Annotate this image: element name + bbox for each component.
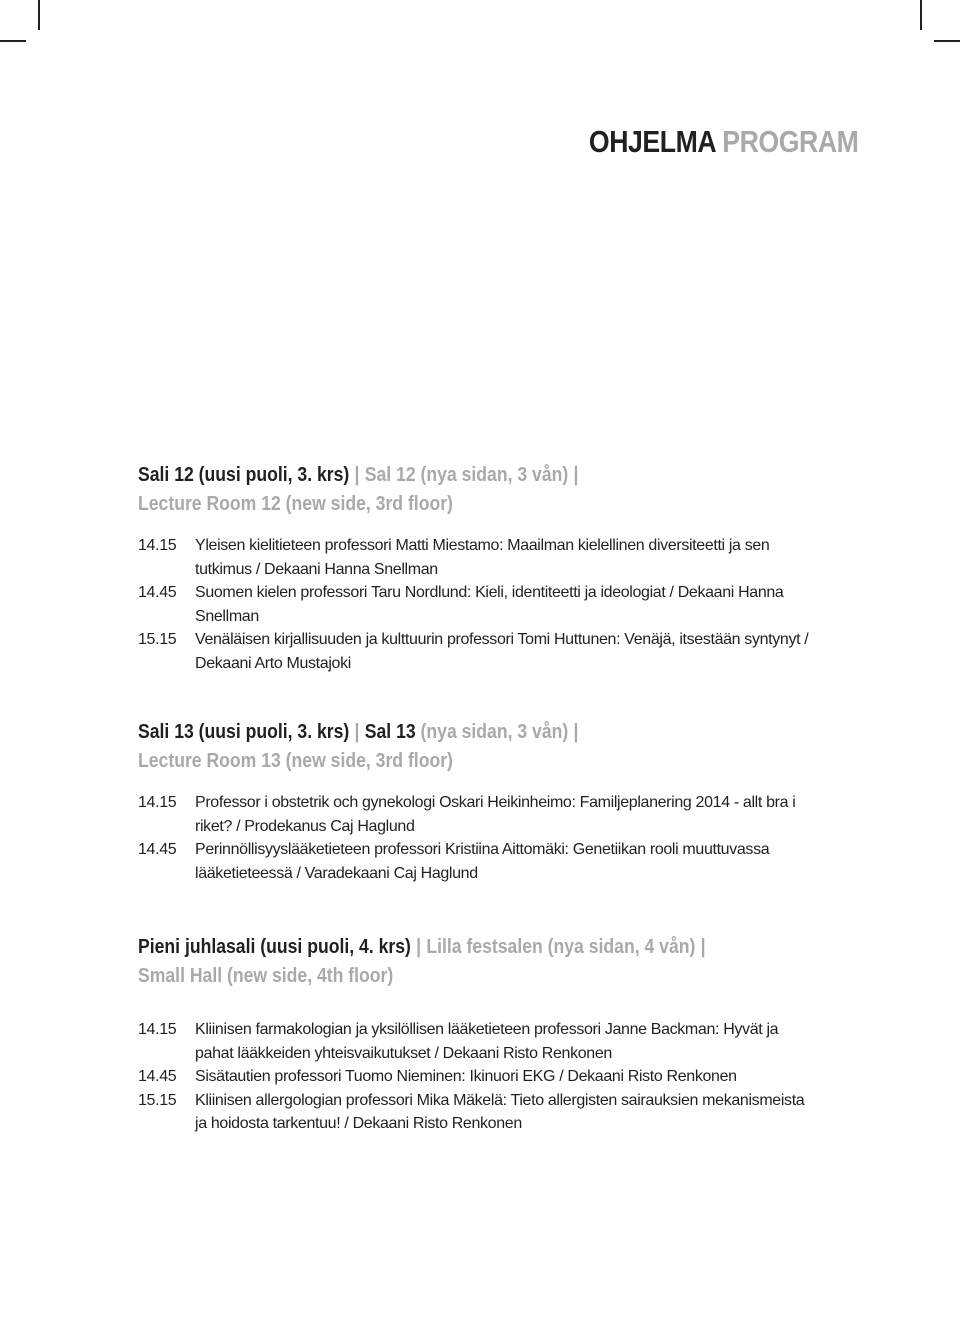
session-time: 14.45 [138, 584, 177, 601]
room-section-small-hall [138, 933, 838, 1136]
session-time: 15.15 [138, 1091, 177, 1109]
session-list [138, 534, 838, 675]
title-en: PROGRAM [721, 124, 858, 159]
session-item [138, 1089, 838, 1136]
room-heading [138, 933, 754, 962]
session-description: Yleisen kielitieteen professori Matti Miestamo: Maailman kielellinen diversiteetti ja sen tutkimus / Dekaani Hanna Snellman [195, 537, 770, 578]
room-name-en: Small Hall (new side, 4th floor) [138, 965, 394, 987]
title-fi: OHJELMA [588, 124, 715, 159]
session-item [138, 838, 838, 885]
crop-mark-top-right-h [934, 40, 960, 42]
session-list [138, 1018, 838, 1136]
room-heading-en [138, 490, 754, 519]
separator: | [416, 936, 422, 958]
room-name-en: Lecture Room 13 (new side, 3rd floor) [138, 750, 453, 772]
session-item [138, 581, 838, 628]
session-description: Perinnöllisyyslääketieteen professori Kristiina Aittomäki: Genetiikan rooli muuttuvassa lääketieteessä / Varadekaani Caj Haglund [195, 841, 770, 882]
separator: | [354, 464, 360, 486]
session-description: Kliinisen allergologian professori Mika Mäkelä: Tieto allergisten sairauksien mekanismeista ja hoidosta tarkentuu! / Dekaani Risto Renkonen [195, 1091, 805, 1132]
crop-mark-top-left-v [38, 0, 40, 30]
separator: | [700, 936, 706, 958]
room-heading [138, 718, 754, 747]
room-name-fi: Pieni juhlasali (uusi puoli, 4. krs) [138, 936, 411, 958]
session-description: Professor i obstetrik och gynekologi Oskari Heikinheimo: Familjeplanering 2014 - allt bra i riket? / Prodekanus Caj Haglund [195, 794, 796, 835]
separator: | [573, 464, 579, 486]
session-description: Kliinisen farmakologian ja yksilöllisen lääketieteen professori Janne Backman: Hyvät ja pahat lääkkeiden yhteisvaikutukset / Dekaani Risto Renkonen [195, 1021, 779, 1062]
room-heading [138, 461, 754, 490]
separator: | [573, 721, 579, 743]
separator: | [354, 721, 360, 743]
session-time: 14.15 [138, 537, 177, 554]
room-name-fi: Sali 12 (uusi puoli, 3. krs) [138, 464, 350, 486]
room-name-fi: Sali 13 (uusi puoli, 3. krs) [138, 721, 350, 743]
room-section-12 [138, 461, 838, 675]
session-description: Venäläisen kirjallisuuden ja kulttuurin professori Tomi Huttunen: Venäjä, itsestään syntynyt / Dekaani Arto Mustajoki [195, 631, 809, 672]
session-item [138, 534, 838, 581]
session-description: Suomen kielen professori Taru Nordlund: Kieli, identiteetti ja ideologiat / Dekaani Hanna Snellman [195, 584, 784, 625]
session-time: 14.45 [138, 1068, 177, 1085]
room-heading-en [138, 962, 754, 991]
room-name-en: Lecture Room 12 (new side, 3rd floor) [138, 493, 453, 515]
page-title [588, 124, 858, 160]
room-name-sv: Lilla festsalen (nya sidan, 4 vån) [426, 936, 696, 958]
session-time: 14.45 [138, 841, 177, 858]
crop-mark-top-left-h [0, 40, 26, 42]
room-heading-en [138, 747, 754, 776]
session-time: 14.15 [138, 1021, 177, 1038]
room-section-13 [138, 718, 838, 885]
session-list [138, 791, 838, 885]
session-time: 15.15 [138, 631, 177, 648]
crop-mark-top-right-v [920, 0, 922, 30]
session-item [138, 1065, 838, 1089]
session-time: 14.15 [138, 794, 177, 811]
room-name-sv: Sal 12 (nya sidan, 3 vån) [364, 464, 569, 486]
room-name-sv: Sal 13 [364, 721, 416, 743]
room-name-sv-detail: (nya sidan, 3 vån) [420, 721, 569, 743]
session-item [138, 628, 838, 675]
session-description: Sisätautien professori Tuomo Nieminen: Ikinuori EKG / Dekaani Risto Renkonen [195, 1068, 737, 1085]
session-item [138, 1018, 838, 1065]
session-item [138, 791, 838, 838]
